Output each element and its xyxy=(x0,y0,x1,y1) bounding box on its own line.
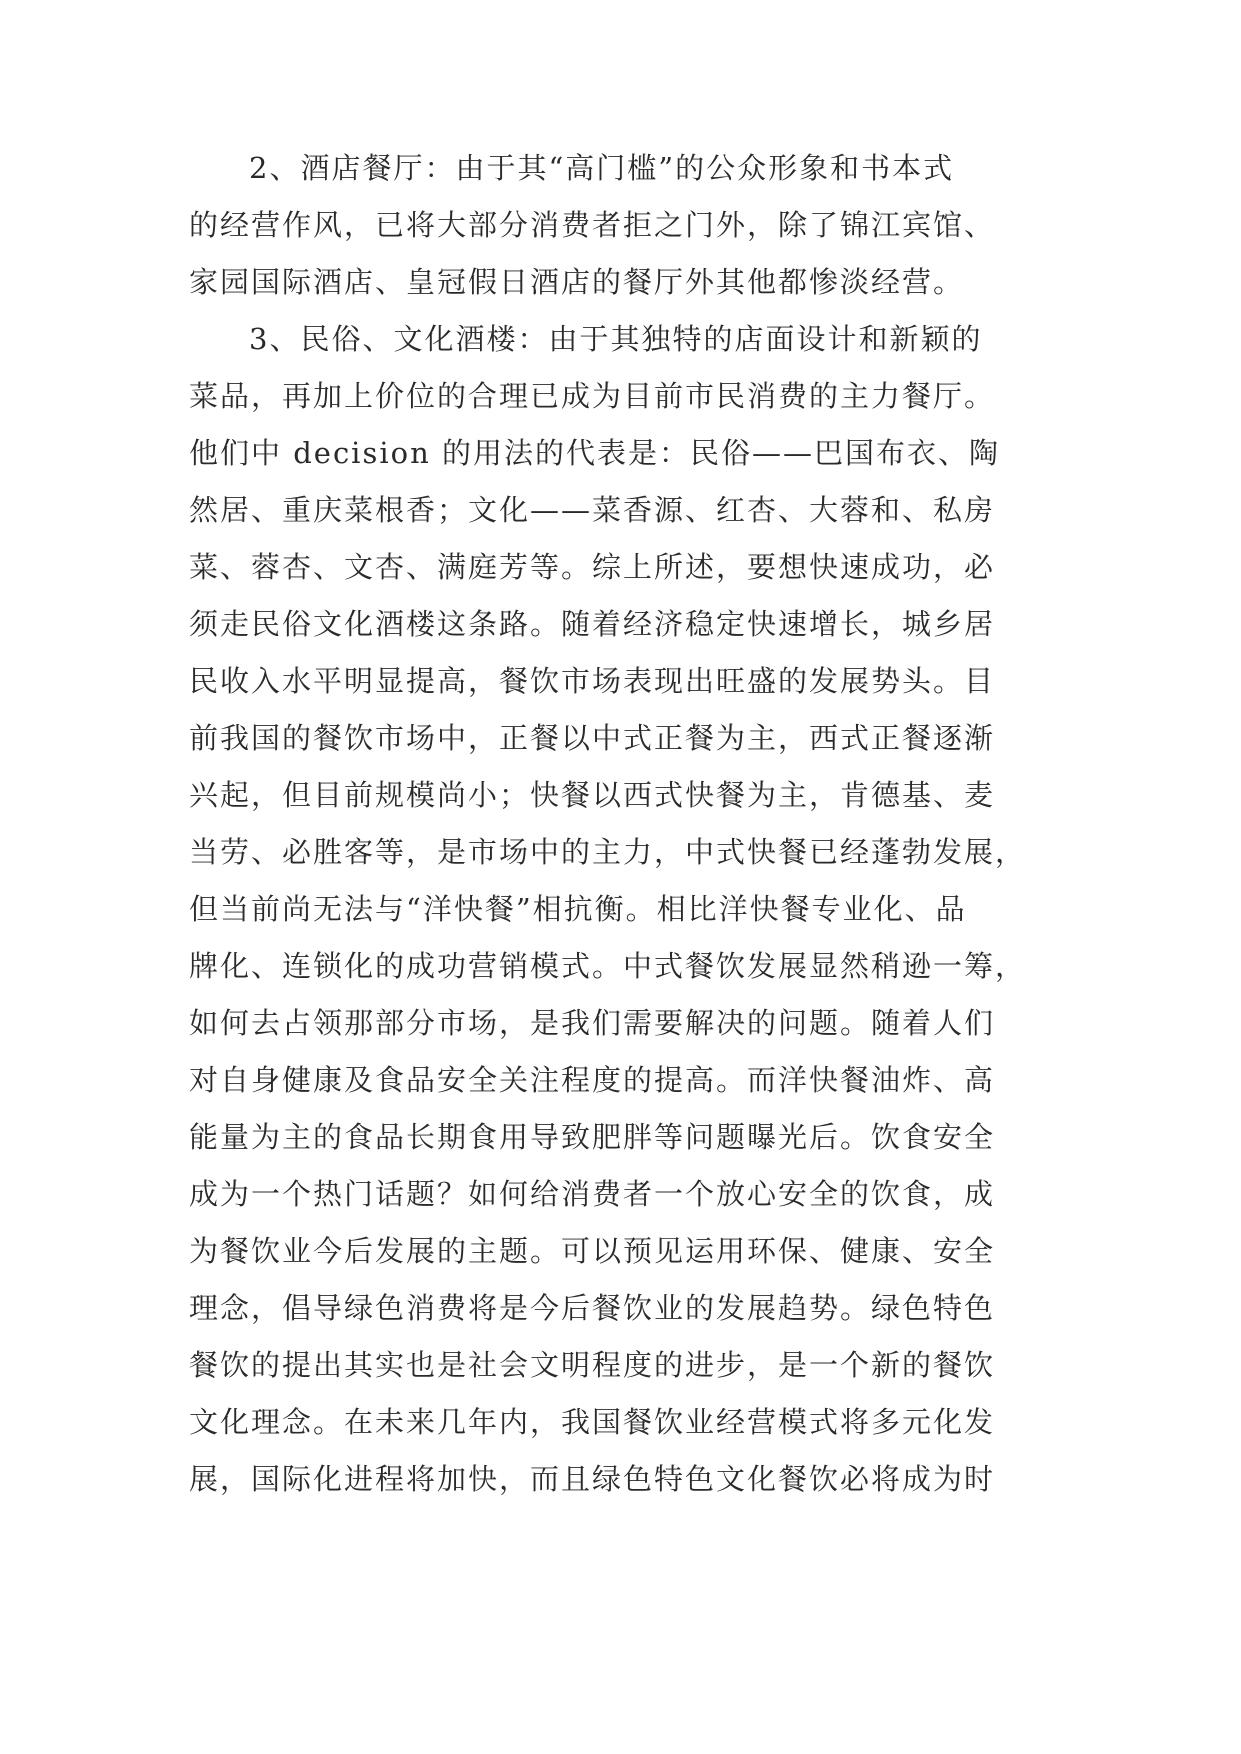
paragraph-3-line-6: 须走民俗文化酒楼这条路。随着经济稳定快速增长，城乡居 xyxy=(189,607,996,641)
paragraph-3-line-10: 当劳、必胜客等，是市场中的主力，中式快餐已经蓬勃发展， xyxy=(189,835,1027,869)
paragraph-3-line-1: 3、民俗、文化酒楼：由于其独特的店面设计和新颖的 xyxy=(249,322,983,356)
paragraph-3-line-4: 然居、重庆菜根香；文化——菜香源、红杏、大蓉和、私房 xyxy=(189,493,996,527)
paragraph-3-line-3: 他们中 decision 的用法的代表是：民俗——巴国布衣、陶 xyxy=(189,436,1000,470)
paragraph-2-line-2: 的经营作风，已将大部分消费者拒之门外，除了锦江宾馆、 xyxy=(189,208,996,242)
paragraph-3-line-2: 菜品，再加上价位的合理已成为目前市民消费的主力餐厅。 xyxy=(189,379,996,413)
paragraph-3-line-18: 理念，倡导绿色消费将是今后餐饮业的发展趋势。绿色特色 xyxy=(189,1291,996,1325)
paragraph-3-line-13: 如何去占领那部分市场，是我们需要解决的问题。随着人们 xyxy=(189,1006,996,1040)
paragraph-2-line-1: 2、酒店餐厅：由于其“高门槛”的公众形象和书本式 xyxy=(249,151,955,185)
paragraph-3-line-14: 对自身健康及食品安全关注程度的提高。而洋快餐油炸、高 xyxy=(189,1063,996,1097)
paragraph-3-line-19: 餐饮的提出其实也是社会文明程度的进步，是一个新的餐饮 xyxy=(189,1348,996,1382)
paragraph-3-line-12: 牌化、连锁化的成功营销模式。中式餐饮发展显然稍逊一筹， xyxy=(189,949,1027,983)
paragraph-3-line-9: 兴起，但目前规模尚小；快餐以西式快餐为主，肯德基、麦 xyxy=(189,778,996,812)
paragraph-3-line-17: 为餐饮业今后发展的主题。可以预见运用环保、健康、安全 xyxy=(189,1234,996,1268)
paragraph-3-line-5: 菜、蓉杏、文杏、满庭芳等。综上所述，要想快速成功，必 xyxy=(189,550,996,584)
paragraph-3-line-20: 文化理念。在未来几年内，我国餐饮业经营模式将多元化发 xyxy=(189,1405,996,1439)
paragraph-3-line-15: 能量为主的食品长期食用导致肥胖等问题曝光后。饮食安全 xyxy=(189,1120,996,1154)
paragraph-3-line-7: 民收入水平明显提高，餐饮市场表现出旺盛的发展势头。目 xyxy=(189,664,996,698)
paragraph-3-line-16: 成为一个热门话题？如何给消费者一个放心安全的饮食，成 xyxy=(189,1177,996,1211)
paragraph-3-line-21: 展，国际化进程将加快，而且绿色特色文化餐饮必将成为时 xyxy=(189,1462,996,1496)
paragraph-3-line-11: 但当前尚无法与“洋快餐”相抗衡。相比洋快餐专业化、品 xyxy=(189,892,967,926)
paragraph-2-line-3: 家园国际酒店、皇冠假日酒店的餐厅外其他都惨淡经营。 xyxy=(189,265,965,299)
paragraph-3-line-8: 前我国的餐饮市场中，正餐以中式正餐为主，西式正餐逐渐 xyxy=(189,721,996,755)
